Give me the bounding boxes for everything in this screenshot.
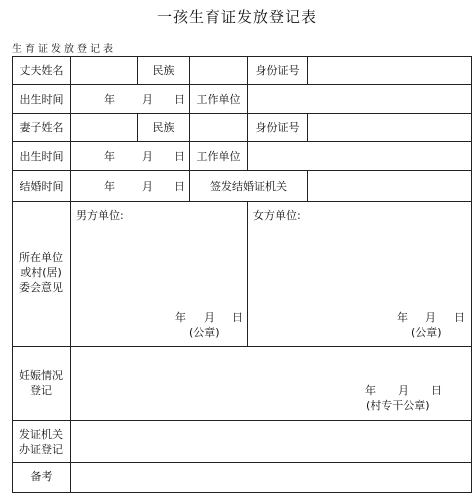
wife-birth-day: 日 bbox=[174, 150, 185, 163]
grid-line bbox=[12, 492, 472, 493]
grid-line bbox=[189, 113, 190, 142]
husband-name-label: 丈夫姓名 bbox=[19, 64, 64, 77]
wife-birth-label: 出生时间 bbox=[19, 150, 64, 163]
grid-line bbox=[12, 346, 472, 347]
marriage-day: 日 bbox=[174, 180, 185, 193]
unit-opinion-label: 所在单位或村(居)委会意见 bbox=[19, 251, 63, 294]
grid-line bbox=[307, 113, 308, 142]
grid-line bbox=[12, 84, 472, 85]
male-seal-month: 月 bbox=[204, 311, 215, 324]
grid-line bbox=[70, 56, 71, 493]
grid-line bbox=[307, 170, 308, 202]
grid-line bbox=[12, 113, 472, 114]
female-seal-year: 年 bbox=[397, 311, 408, 324]
remarks-label: 备考 bbox=[30, 470, 53, 483]
grid-line bbox=[12, 56, 472, 57]
grid-line bbox=[12, 141, 472, 142]
male-seal-label: (公章) bbox=[189, 326, 220, 339]
husband-birth-day: 日 bbox=[174, 93, 185, 106]
wife-ethnicity-label: 民族 bbox=[152, 121, 175, 134]
husband-birth-year: 年 bbox=[104, 93, 115, 106]
grid-line bbox=[12, 462, 472, 463]
grid-line bbox=[12, 170, 472, 171]
marriage-issuer-label: 签发结婚证机关 bbox=[210, 180, 287, 193]
wife-birth-year: 年 bbox=[104, 150, 115, 163]
village-seal-year: 年 bbox=[365, 384, 376, 397]
male-seal-year: 年 bbox=[175, 311, 186, 324]
grid-line bbox=[247, 201, 248, 347]
wife-birth-month: 月 bbox=[142, 150, 153, 163]
husband-birth-label: 出生时间 bbox=[19, 93, 64, 106]
male-seal-day: 日 bbox=[232, 311, 243, 324]
female-unit-label: 女方单位: bbox=[253, 209, 301, 222]
husband-work-unit-label: 工作单位 bbox=[196, 93, 241, 106]
grid-line bbox=[471, 56, 472, 493]
wife-name-label: 妻子姓名 bbox=[19, 121, 64, 134]
grid-line bbox=[12, 201, 472, 202]
grid-line bbox=[189, 56, 190, 85]
grid-line bbox=[247, 141, 248, 171]
village-seal-day: 日 bbox=[431, 384, 442, 397]
marriage-year: 年 bbox=[104, 180, 115, 193]
husband-birth-month: 月 bbox=[142, 93, 153, 106]
form-subtitle: 生育证发放登记表 bbox=[12, 44, 116, 55]
female-seal-month: 月 bbox=[425, 311, 436, 324]
issuer-reg-label: 发证机关办证登记 bbox=[19, 428, 63, 456]
wife-work-unit-label: 工作单位 bbox=[196, 150, 241, 163]
grid-line bbox=[307, 56, 308, 85]
village-seal-label: (村专干公章) bbox=[366, 399, 430, 412]
male-unit-label: 男方单位: bbox=[76, 209, 124, 222]
grid-line bbox=[247, 84, 248, 114]
page-title: 一孩生育证发放登记表 bbox=[156, 8, 317, 26]
husband-id-label: 身份证号 bbox=[255, 64, 300, 77]
pregnancy-reg-label: 妊娠情况登记 bbox=[19, 369, 63, 397]
female-seal-label: (公章) bbox=[411, 326, 442, 339]
husband-ethnicity-label: 民族 bbox=[152, 64, 175, 77]
marriage-month: 月 bbox=[142, 180, 153, 193]
wife-id-label: 身份证号 bbox=[255, 121, 300, 134]
marriage-time-label: 结婚时间 bbox=[19, 180, 64, 193]
female-seal-day: 日 bbox=[454, 311, 465, 324]
village-seal-month: 月 bbox=[398, 384, 409, 397]
grid-line bbox=[12, 420, 472, 421]
